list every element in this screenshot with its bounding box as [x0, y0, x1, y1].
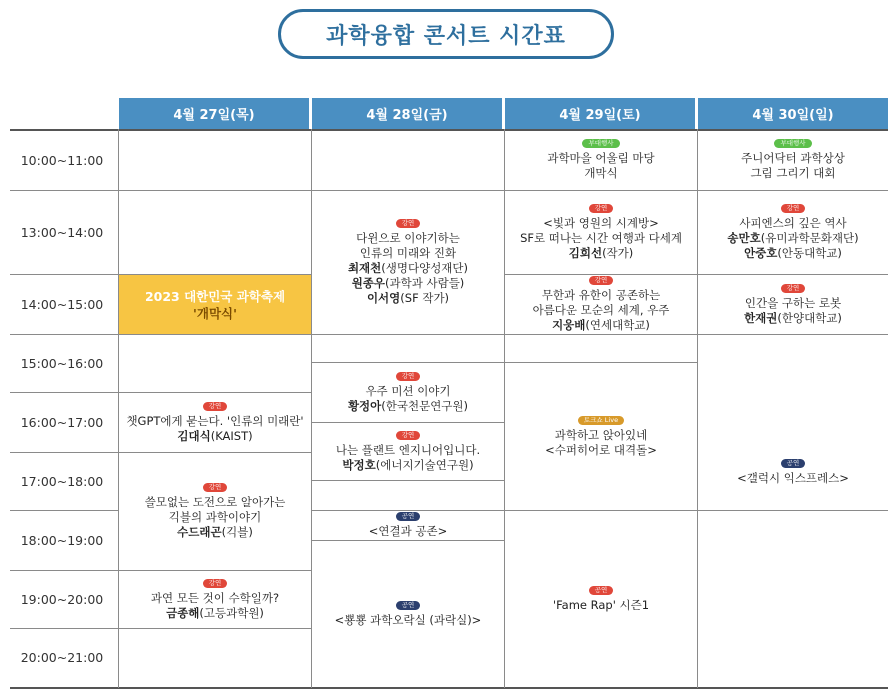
event-robot-lecture[interactable]	[698, 275, 888, 334]
event-geekble-lecture[interactable]	[119, 453, 311, 570]
event-title: 과학하고 앉아있네	[554, 427, 648, 442]
event-title: <빛과 영원의 시계방>	[543, 216, 659, 230]
performance-tag: 공연	[396, 601, 421, 610]
lecture-tag: 강연	[396, 372, 421, 381]
speaker-affiliation: (안동대학교)	[777, 246, 842, 260]
event-sapiens-lecture[interactable]	[698, 191, 888, 274]
event-title-line2: SF로 떠나는 시간 여행과 다세계	[520, 231, 682, 245]
grid-line	[10, 392, 118, 393]
event-universe-lecture[interactable]	[505, 275, 697, 334]
event-galaxy-express-performance[interactable]	[698, 335, 888, 510]
speaker-name: 김희선	[568, 246, 603, 260]
event-darwin-lecture[interactable]	[312, 191, 504, 334]
side-event-tag: 부대행사	[774, 139, 811, 148]
event-title-line2: 아름다운 모순의 세계, 우주	[532, 303, 670, 317]
speaker-name: 이서영	[366, 291, 401, 305]
event-talkshow-live[interactable]	[505, 363, 697, 510]
grid-line	[118, 628, 311, 629]
speaker-name: 박정호	[342, 457, 376, 472]
event-title-line2: 그림 그리기 대회	[750, 166, 836, 180]
speaker-name: 송만호	[727, 231, 761, 245]
time-label: 18:00~19:00	[20, 532, 104, 548]
event-title-line2: 개막식	[584, 166, 618, 180]
speaker-affiliation: (에너지기술연구원)	[375, 457, 474, 472]
event-chatgpt-lecture[interactable]	[119, 393, 311, 452]
event-title: 쓸모없는 도전으로 알아가는	[144, 495, 286, 509]
performance-tag: 공연	[589, 586, 614, 595]
event-opening-ceremony[interactable]	[119, 275, 311, 334]
event-title: 챗GPT에게 묻는다. '인류의 미래란'	[126, 413, 304, 428]
event-title: 주니어닥터 과학상상	[741, 151, 845, 165]
grid-line	[10, 274, 118, 275]
speaker-name: 지웅배	[552, 318, 586, 332]
speaker-name: 안중호	[744, 246, 778, 260]
event-title: 무한과 유한이 공존하는	[541, 288, 661, 302]
lecture-tag: 강연	[203, 579, 228, 588]
event-title: 나는 플랜트 엔지니어입니다.	[335, 442, 481, 457]
event-arcade-performance[interactable]	[312, 541, 504, 687]
lecture-tag: 강연	[396, 219, 421, 228]
event-village-madang[interactable]	[505, 130, 697, 190]
event-title: 인간을 구하는 로봇	[744, 295, 842, 310]
event-title: <뿅뿅 과학오락실 (과락실)>	[334, 612, 482, 627]
speaker-name: 금종해	[166, 605, 200, 620]
event-connection-performance[interactable]	[312, 511, 504, 540]
lecture-tag: 강연	[203, 483, 228, 492]
performance-tag: 공연	[781, 459, 806, 468]
speaker-name: 수드래곤	[177, 525, 222, 539]
time-label: 15:00~16:00	[20, 355, 104, 371]
time-label: 17:00~18:00	[20, 473, 104, 489]
time-label: 16:00~17:00	[20, 414, 104, 430]
grid-line	[10, 570, 118, 571]
event-title-line2: <수퍼히어로 대격돌>	[545, 442, 657, 457]
speaker-affiliation: (고등과학원)	[199, 605, 264, 620]
speaker-affiliation: (한국천문연구원)	[381, 398, 469, 413]
grid-line	[118, 334, 311, 335]
speaker-name: 최재천	[347, 261, 382, 275]
day-header-1: 4월 27일(목)	[119, 98, 309, 129]
time-label: 19:00~20:00	[20, 591, 104, 607]
speaker-affiliation: (유미과학문화재단)	[760, 231, 859, 245]
event-title-line2: 인류의 미래와 진화	[359, 246, 457, 260]
speaker-affiliation: (KAIST)	[210, 428, 253, 443]
event-title: 2023 대한민국 과학축제	[144, 288, 286, 304]
lecture-tag: 강연	[781, 204, 806, 213]
side-event-tag: 부대행사	[582, 139, 619, 148]
lecture-tag: 강연	[589, 204, 614, 213]
event-junior-doctor-contest[interactable]	[698, 130, 888, 190]
speaker-name: 원종우	[351, 276, 386, 290]
lecture-tag: 강연	[589, 276, 614, 285]
event-fame-rap-performance[interactable]	[505, 511, 697, 687]
event-title: 과학마을 어울림 마당	[547, 151, 655, 165]
grid-line	[10, 452, 118, 453]
event-plant-engineer-lecture[interactable]	[312, 423, 504, 480]
time-label: 20:00~21:00	[20, 650, 104, 665]
talkshow-tag: 토크쇼 Live	[578, 416, 624, 425]
grid-line	[311, 480, 504, 481]
grid-line	[10, 334, 118, 335]
event-clock-shop-lecture[interactable]	[505, 191, 697, 274]
speaker-affiliation: (한양대학교)	[777, 310, 842, 325]
event-title: 'Fame Rap' 시즌1	[552, 597, 650, 612]
grid-line	[10, 628, 118, 629]
grid-line	[697, 510, 888, 511]
time-label: 10:00~11:00	[20, 152, 104, 168]
event-title: 우주 미션 이야기	[365, 383, 451, 398]
event-math-lecture[interactable]	[119, 571, 311, 628]
grid-bottom-line	[10, 687, 888, 689]
speaker-affiliation: (SF 작가)	[400, 291, 450, 305]
performance-tag: 공연	[396, 512, 421, 521]
event-title-line2: 긱블의 과학이야기	[168, 510, 262, 524]
event-subtitle: '개막식'	[193, 305, 237, 321]
time-label: 13:00~14:00	[20, 224, 104, 240]
lecture-tag: 강연	[396, 431, 421, 440]
page-title: 과학융합 콘서트 시간표	[278, 9, 614, 59]
event-title: 과연 모든 것이 수학일까?	[150, 590, 280, 605]
time-label: 14:00~15:00	[20, 296, 104, 312]
event-space-mission-lecture[interactable]	[312, 363, 504, 422]
speaker-affiliation: (연세대학교)	[585, 318, 650, 332]
speaker-affiliation: (작가)	[602, 246, 634, 260]
day-header-2: 4월 28일(금)	[312, 98, 502, 129]
event-title: 사피엔스의 깊은 역사	[739, 216, 847, 230]
lecture-tag: 강연	[203, 402, 228, 411]
lecture-tag: 강연	[781, 284, 806, 293]
speaker-name: 황정아	[347, 398, 382, 413]
grid-line	[10, 510, 118, 511]
speaker-affiliation: (긱블)	[221, 525, 253, 539]
speaker-affiliation: (생명다양성재단)	[381, 261, 469, 275]
speaker-affiliation: (과학과 사람들)	[385, 276, 465, 290]
event-title: <갤럭시 익스프레스>	[737, 471, 849, 485]
speaker-name: 김대식	[177, 428, 211, 443]
grid-line	[504, 334, 697, 335]
event-title: 다윈으로 이야기하는	[356, 231, 460, 245]
day-header-4: 4월 30일(일)	[698, 98, 888, 129]
speaker-name: 한재권	[744, 310, 778, 325]
event-title: <연결과 공존>	[368, 524, 448, 538]
day-header-3: 4월 29일(토)	[505, 98, 695, 129]
grid-line	[311, 334, 504, 335]
